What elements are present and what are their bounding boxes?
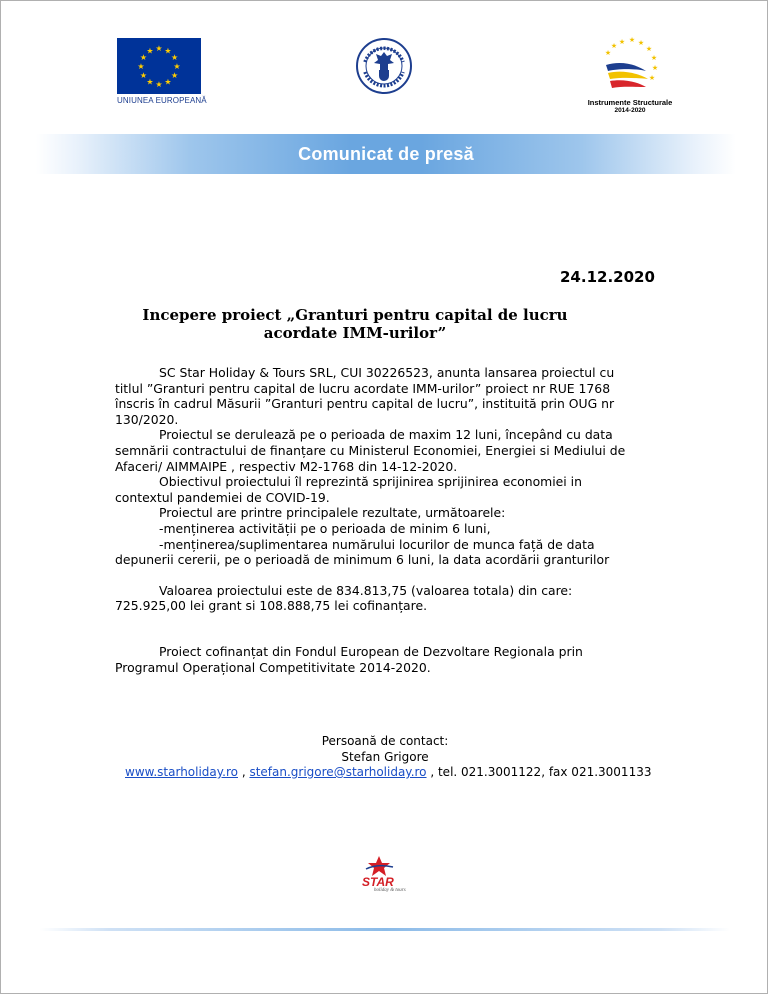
structural-instruments-years: 2014-2020 xyxy=(614,107,646,114)
eu-flag-icon xyxy=(117,38,201,94)
document-body xyxy=(115,365,675,675)
svg-text:★: ★ xyxy=(155,44,163,53)
contact-name: Stefan Grigore xyxy=(341,749,429,764)
body-line: -menținerea/suplimentarea numărului locurilor de munca față de data xyxy=(159,536,595,552)
body-line: 725.925,00 lei grant si 108.888,75 lei cofinanțare. xyxy=(115,598,428,614)
star-icon xyxy=(364,855,394,877)
body-line: Valoarea proiectului este de 834.813,75 (valoarea totala) din care: xyxy=(159,582,573,598)
star-holiday-logo xyxy=(358,855,412,893)
structural-instruments-logo xyxy=(580,35,680,114)
body-line: depunerii cererii, pe o perioadă de minimum 6 luni, la data acordării granturilor xyxy=(115,552,610,568)
svg-text:★: ★ xyxy=(618,38,626,46)
body-line: Programul Operațional Competitivitate 2014-2020. xyxy=(115,659,431,675)
svg-text:★: ★ xyxy=(604,49,612,57)
svg-text:★: ★ xyxy=(648,74,656,82)
contact-details xyxy=(100,765,670,781)
structural-instruments-caption: Instrumente Structurale xyxy=(587,98,673,107)
svg-text:★: ★ xyxy=(610,42,618,50)
contact-block xyxy=(100,734,670,781)
press-release-banner xyxy=(36,134,736,174)
body-line: 130/2020. xyxy=(115,411,179,427)
document-title xyxy=(120,306,590,342)
svg-text:★: ★ xyxy=(146,46,154,56)
svg-text:★: ★ xyxy=(651,64,659,72)
banner-title: Comunicat de presă xyxy=(298,144,474,164)
svg-text:★: ★ xyxy=(164,46,172,56)
document-title-line1: Incepere proiect „Granturi pentru capital de lucru xyxy=(142,306,568,324)
eu-logo xyxy=(117,38,207,105)
eu-caption: UNIUNEA EUROPEANĂ xyxy=(117,96,207,105)
svg-text:★: ★ xyxy=(137,62,145,71)
contact-separator: , xyxy=(238,765,250,779)
body-line: titlul ”Granturi pentru capital de lucru acordate IMM-urilor” proiect nr RUE 1768 xyxy=(115,380,611,396)
email-link[interactable]: stefan.grigore@starholiday.ro xyxy=(249,765,427,779)
svg-text:★: ★ xyxy=(155,80,163,89)
body-line: Proiect cofinanțat din Fondul European de Dezvoltare Regionala prin xyxy=(159,643,583,659)
body-line: Proiectul are printre principalele rezultate, următoarele: xyxy=(159,505,506,521)
document-title-line2: acordate IMM-urilor” xyxy=(263,324,447,342)
svg-text:★: ★ xyxy=(173,62,181,71)
website-link[interactable]: www.starholiday.ro xyxy=(125,765,238,779)
svg-text:★: ★ xyxy=(164,77,172,87)
body-line: Afaceri/ AIMMAIPE , respectiv M2-1768 din 14-12-2020. xyxy=(115,458,458,474)
svg-text:★: ★ xyxy=(637,39,645,47)
svg-text:★: ★ xyxy=(139,71,147,80)
contact-label: Persoană de contact: xyxy=(321,734,449,748)
body-line: contextul pandemiei de COVID-19. xyxy=(115,489,330,505)
svg-text:★: ★ xyxy=(139,53,147,62)
body-line: semnării contractului de finanțare cu Ministerul Economiei, Energiei si Mediului de xyxy=(115,442,626,458)
contact-phones: , tel. 021.3001122, fax 021.3001133 xyxy=(426,765,652,779)
bottom-divider xyxy=(40,928,730,931)
svg-text:★: ★ xyxy=(171,71,179,80)
document-date: 24.12.2020 xyxy=(560,268,655,286)
svg-text:★: ★ xyxy=(146,77,154,87)
body-line: Obiectivul proiectului îl reprezintă sprijinirea sprijinirea economiei in xyxy=(159,474,582,490)
svg-text:★: ★ xyxy=(650,54,658,62)
structural-instruments-icon xyxy=(594,35,666,97)
star-brand-text: STAR xyxy=(362,875,394,889)
svg-text:★: ★ xyxy=(645,45,653,53)
svg-text:★: ★ xyxy=(628,36,636,44)
svg-text:★: ★ xyxy=(171,53,179,62)
body-line: Proiectul se derulează pe o perioada de maxim 12 luni, începând cu data xyxy=(159,427,613,443)
star-tagline: holiday & tours xyxy=(374,888,406,893)
romanian-government-seal-icon xyxy=(356,38,412,94)
body-line: înscris în cadrul Măsurii ”Granturi pentru capital de lucru”, instituită prin OUG nr xyxy=(115,396,615,412)
body-line: -menținerea activității pe o perioada de minim 6 luni, xyxy=(159,520,491,536)
body-line: SC Star Holiday & Tours SRL, CUI 30226523, anunta lansarea proiectul cu xyxy=(159,365,615,380)
